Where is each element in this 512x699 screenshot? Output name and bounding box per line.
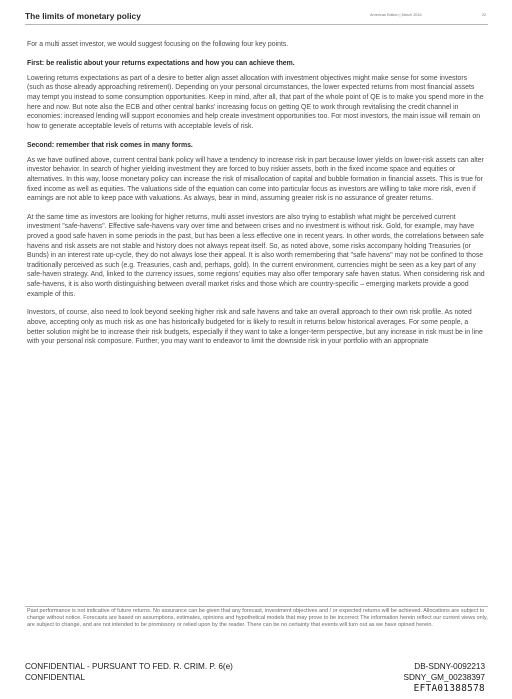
bates-id-db-sdny: DB-SDNY-0092213 — [414, 662, 485, 671]
header-divider — [25, 24, 488, 25]
paragraph-risk-profile: Investors, of course, also need to look beyond seeking higher risk and safe havens and take an overall approach to their own risk profile. As noted above, accepting only as much risk as one has historically budgeted for is likely to result in returns below historical averages. For some people, a better solution might be to increase their risk budgets, especially if they want to take a longer-term perspective, but any increase in risk must be in line with your personal risk composure. Further, you may want to endeavor to limit the downside risk in your portfolio with an appropriate — [27, 309, 483, 346]
bates-id-sdny-gm: SDNY_GM_00238397 — [403, 673, 485, 682]
paragraph-safe-havens: At the same time as investors are looking for higher returns, multi asset investors are also trying to establish what might be perceived current investment "safe-havens". Effective safe-havens vary over time and between crises and no investment is without risk. Gold, for example, may have proved a good safe haven in some periods in the past, but has been a less effective one in recent years. In other words, the correlations between safe havens and risk assets are not stable and history does not always repeat itself. So, as noted above, some risks accompany holding Treasuries (or Bunds) in an interest rate up-cycle, they do not always lose their appeal. It is also worth remembering that "safe havens" may not be confined to those traditionally perceived as such (e.g. Treasuries, cash and, perhaps, gold). In the current environment, currencies might be seen as a key part of any safe-haven strategy. And, linked to the currency issues, some regions' equities may also offer temporary safe haven status. When considering risk and safe-havens, it is also worth distinguishing between overall market risks and those which are country-specific – emerging markets provide a good example of this. — [27, 213, 485, 298]
page-header-edition: Americas Edition | March 2016 — [370, 13, 422, 17]
confidential-notice: CONFIDENTIAL - PURSUANT TO FED. R. CRIM. P. 6(e) — [25, 662, 233, 671]
page-number: 22 — [482, 13, 487, 17]
disclaimer-text: Past performance is not indicative of future returns. No assurance can be given that any forecast, investment objectives and / or expected returns will be achieved. Allocations are subject to change without notice. Forecasts are based on assumptions, estimates, opinions and hypothetical models that may prove to be incorrect The information herein reflect our current views only, are subject to change, and are not intended to be promissory or relied upon by the reader. There can be no certainty that events will turn out as we have opined herein. — [27, 608, 488, 629]
paragraph-returns-expectations: Lowering returns expectations as part of a desire to better align asset allocation with investment objectives might make sense for some investors (such as those already approaching retirement). Depending on your personal circumstances, the lower expected returns from most financial assets may tempt you instead to some consumption opportunities. Keep in mind, after all, that part of the whole point of QE is to make you spend more in the here and now. But note also the ECB and other central banks' increasing focus on getting QE to work through revitalising the credit channel in economies: increased lending will support economies and help create investment opportunities too. For most investors, the main issue will remain on how to generate acceptable levels of returns with acceptable levels of risk. — [27, 74, 484, 130]
document-body — [27, 40, 485, 352]
section-heading-second: Second: remember that risk comes in many forms. — [27, 141, 193, 149]
footer-divider — [25, 606, 488, 607]
confidential-label: CONFIDENTIAL — [25, 673, 86, 682]
page-header-title: The limits of monetary policy — [25, 11, 141, 21]
efta-id: EFTA01388578 — [413, 683, 485, 694]
paragraph-risk-forms: As we have outlined above, current central bank policy will have a tendency to increase risk in part because lower yields on lower-risk assets can alter investor behavior. In search of higher yielding investment they are forced to buy riskier assets, both in the fixed income space and equities or alternatives. In this way, loose monetary policy can increase the risk of misallocation of capital and bubble formation in financial assets. This is true for fixed income as well as equities. The valuations side of the equation can come into particular focus as investors are willing to take more risk, even if earnings are not able to keep pace with valuations. As always, bear in mind, assuming greater risk is no assurance of greater returns. — [27, 156, 484, 203]
section-heading-first: First: be realistic about your returns expectations and how you can achieve them. — [27, 59, 295, 67]
intro-paragraph: For a multi asset investor, we would suggest focusing on the following four key points. — [27, 41, 289, 48]
